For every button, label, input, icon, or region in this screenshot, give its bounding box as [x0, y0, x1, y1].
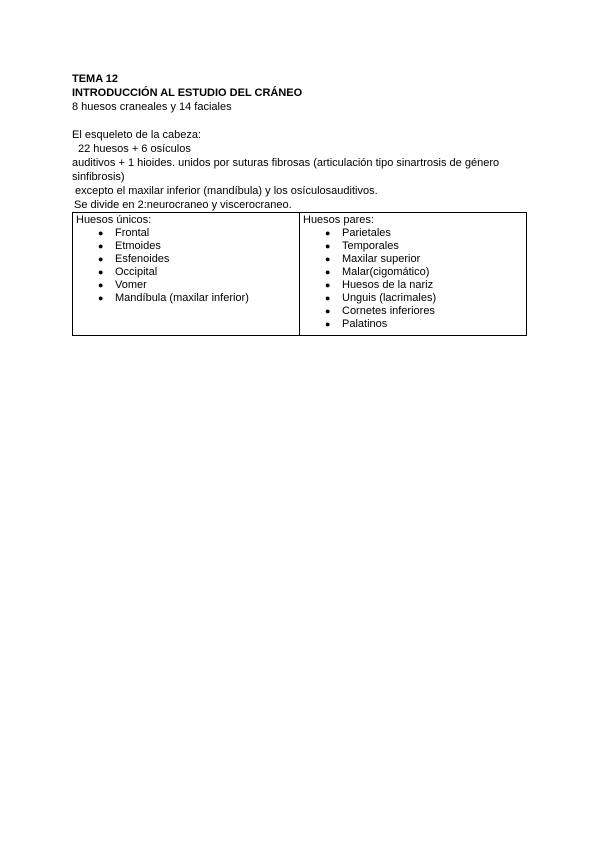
- unique-bones-header: Huesos únicos:: [76, 214, 152, 226]
- bullet-icon: ●: [98, 267, 104, 277]
- bullet-icon: ●: [325, 228, 331, 238]
- list-item-label: Maxilar superior: [342, 253, 421, 265]
- bullet-icon: ●: [325, 280, 331, 290]
- list-item-label: Vomer: [115, 279, 147, 291]
- list-item: [325, 266, 523, 279]
- body-line-2: 22 huesos + 6 osículos: [78, 143, 191, 155]
- tema-label: TEMA 12: [72, 73, 119, 85]
- document-title: INTRODUCCIÓN AL ESTUDIO DEL CRÁNEO: [72, 87, 303, 99]
- list-item: [325, 240, 523, 253]
- paired-bones-cell: [300, 213, 527, 336]
- list-item-label: Occipital: [115, 266, 158, 278]
- list-item: [325, 253, 523, 266]
- bones-table-row: [73, 213, 527, 336]
- list-item-label: Cornetes inferiores: [342, 305, 435, 317]
- list-item: [98, 292, 296, 305]
- bones-table: [72, 212, 527, 336]
- bullet-icon: ●: [325, 254, 331, 264]
- list-item-label: Parietales: [342, 227, 391, 239]
- list-item-label: Temporales: [342, 240, 399, 252]
- body-line-5: Se divide en 2:neurocraneo y viscerocraneo.: [74, 199, 292, 211]
- body-line-1: El esqueleto de la cabeza:: [72, 129, 202, 141]
- bullet-icon: ●: [325, 293, 331, 303]
- list-item: [98, 240, 296, 253]
- blank-line: [72, 114, 527, 128]
- bullet-icon: ●: [325, 267, 331, 277]
- document-page: [72, 72, 527, 336]
- list-item: [98, 266, 296, 279]
- bullet-icon: ●: [98, 293, 104, 303]
- list-item: [325, 305, 523, 318]
- list-item: [325, 279, 523, 292]
- list-item: [325, 292, 523, 305]
- bullet-icon: ●: [98, 228, 104, 238]
- list-item: [325, 227, 523, 240]
- paired-bones-header: Huesos pares:: [303, 214, 374, 226]
- unique-bones-cell: [73, 213, 300, 336]
- list-item: [325, 318, 523, 331]
- bullet-icon: ●: [325, 241, 331, 251]
- list-item-label: Etmoides: [115, 240, 161, 252]
- list-item-label: Malar(cigomático): [342, 266, 430, 278]
- bullet-icon: ●: [325, 319, 331, 329]
- list-item: [98, 227, 296, 240]
- document-subtitle: 8 huesos craneales y 14 faciales: [72, 101, 232, 113]
- list-item-label: Huesos de la nariz: [342, 279, 434, 291]
- bullet-icon: ●: [325, 306, 331, 316]
- body-line-3: auditivos + 1 hioides. unidos por suturas fibrosas (articulación tipo sinartrosis de género sinfibrosis): [72, 157, 500, 183]
- list-item: [98, 279, 296, 292]
- bullet-icon: ●: [98, 254, 104, 264]
- list-item-label: Palatinos: [342, 318, 388, 330]
- body-line-4: excepto el maxilar inferior (mandíbula) y los osículosauditivos.: [75, 185, 378, 197]
- bullet-icon: ●: [98, 241, 104, 251]
- paired-bones-list: [303, 227, 523, 331]
- bullet-icon: ●: [98, 280, 104, 290]
- unique-bones-list: [76, 227, 296, 305]
- list-item-label: Frontal: [115, 227, 150, 239]
- list-item-label: Esfenoides: [115, 253, 170, 265]
- list-item-label: Mandíbula (maxilar inferior): [115, 292, 249, 304]
- list-item: [98, 253, 296, 266]
- list-item-label: Unguis (lacrimales): [342, 292, 437, 304]
